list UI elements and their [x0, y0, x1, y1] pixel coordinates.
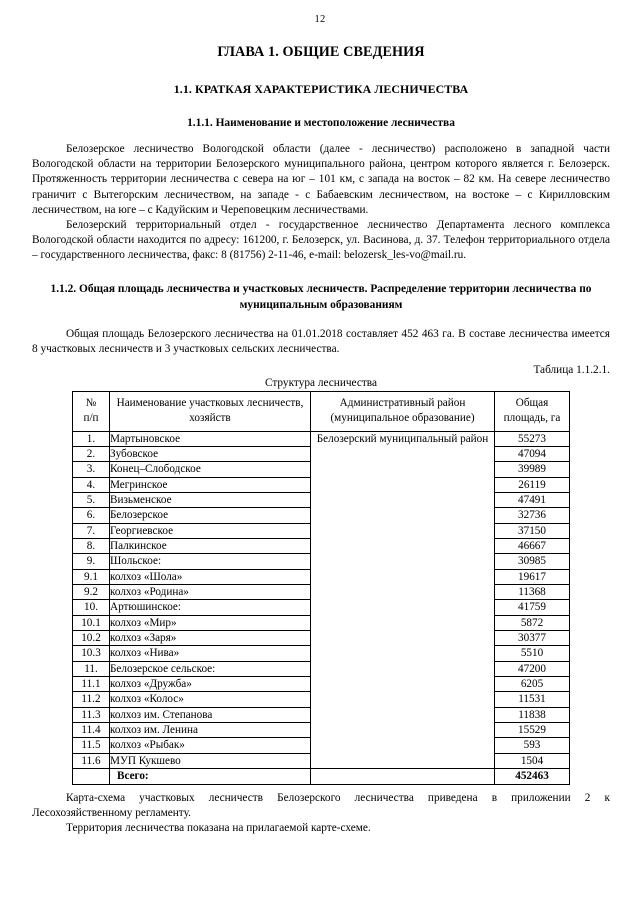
cell-total-area: 593 [495, 738, 570, 753]
closing-paragraphs [32, 791, 610, 837]
cell-total-region [311, 769, 495, 785]
cell-row-number: 7. [73, 523, 110, 538]
cell-total-area: 55273 [495, 431, 570, 446]
cell-row-number: 11.5 [73, 738, 110, 753]
table-row [73, 431, 570, 446]
cell-row-number: 8. [73, 539, 110, 554]
cell-row-number: 11. [73, 661, 110, 676]
cell-total-area: 1504 [495, 753, 570, 768]
paragraph-territorial-office: Белозерский территориальный отдел - государственное лесничество Департамента лесного комплекса Вологодской области находится по адресу: 161200, г. Белозерск, ул. Васинова, д. 37. Телефон территориального отдела – государственного лесничества, факс: 8 (81756) 2-11-46, e-mail: belozersk_les-vo@mail.ru. [32, 218, 610, 262]
cell-total-area: 47491 [495, 493, 570, 508]
cell-total-area: 30985 [495, 554, 570, 569]
cell-forestry-name: колхоз «Мир» [110, 615, 311, 630]
table-caption: Структура лесничества [264, 377, 378, 390]
cell-total-area: 46667 [495, 539, 570, 554]
cell-total-area: 39989 [495, 462, 570, 477]
cell-total-area: 37150 [495, 523, 570, 538]
table-header [73, 392, 570, 432]
cell-total-area: 11531 [495, 692, 570, 707]
cell-total-label: Всего: [110, 769, 311, 785]
cell-forestry-name: Зубовское [110, 447, 311, 462]
cell-forestry-name: колхоз «Родина» [110, 585, 311, 600]
subsection-title-1-1-1: 1.1.1. Наименование и местоположение лесничества [187, 117, 455, 129]
cell-total-area: 11838 [495, 707, 570, 722]
cell-forestry-name: Мартыновское [110, 431, 311, 446]
cell-total-area: 11368 [495, 585, 570, 600]
cell-total-area: 6205 [495, 677, 570, 692]
cell-forestry-name: Белозерское сельское: [110, 661, 311, 676]
table-header-row [73, 392, 570, 432]
cell-row-number: 3. [73, 462, 110, 477]
column-header-name: Наименование участковых лесничеств, хозяйств [110, 392, 311, 432]
cell-forestry-name: Палкинское [110, 539, 311, 554]
cell-row-number: 4. [73, 477, 110, 492]
cell-forestry-name: МУП Кукшево [110, 753, 311, 768]
cell-total-area-value: 452463 [495, 769, 570, 785]
column-header-number-line1: № [85, 397, 97, 410]
cell-administrative-region: Белозерский муниципальный район [311, 431, 495, 768]
cell-forestry-name: колхоз им. Ленина [110, 723, 311, 738]
cell-total-area: 30377 [495, 631, 570, 646]
column-header-area: Общая площадь, га [495, 392, 570, 432]
cell-row-number: 10.1 [73, 615, 110, 630]
cell-total-row-number [73, 769, 110, 785]
cell-row-number: 2. [73, 447, 110, 462]
chapter-title: ГЛАВА 1. ОБЩИЕ СВЕДЕНИЯ [217, 44, 425, 60]
cell-row-number: 9. [73, 554, 110, 569]
table-body [73, 431, 570, 784]
cell-forestry-name: колхоз «Рыбак» [110, 738, 311, 753]
column-header-number-line2: п/п [83, 412, 99, 425]
cell-forestry-name: колхоз «Шола» [110, 569, 311, 584]
paragraph-location: Белозерское лесничество Вологодской области (далее - лесничество) расположено в западной части Вологодской области на территории Белозерского муниципального района, центром которого является г. Белозерск. Протяженность территории лесничества с севера на юг – 101 км, с запада на восток – 82 км. На севере лесничество граничит с Вытегорским лесничеством, на западе - с Бабаевским лесничеством, на востоке – с Кирилловским лесничеством, на юге – с Кадуйским и Череповецким лесничествами. [32, 143, 610, 216]
cell-total-area: 5510 [495, 646, 570, 661]
cell-row-number: 9.1 [73, 569, 110, 584]
cell-forestry-name: колхоз «Колос» [110, 692, 311, 707]
cell-forestry-name: колхоз «Заря» [110, 631, 311, 646]
cell-forestry-name: Визьменское [110, 493, 311, 508]
cell-forestry-name: Белозерское [110, 508, 311, 523]
cell-total-area: 26119 [495, 477, 570, 492]
paragraph-territory-map: Территория лесничества показана на прилагаемой карте-схеме. [66, 822, 371, 835]
cell-forestry-name: Шольское: [110, 554, 311, 569]
subsection-title-1-1-2: 1.1.2. Общая площадь лесничества и участковых лесничеств. Распределение территории лесничества по муниципальным образованиям [50, 282, 592, 311]
cell-total-area: 47200 [495, 661, 570, 676]
cell-total-area: 32736 [495, 508, 570, 523]
column-header-number [73, 392, 110, 432]
cell-row-number: 10.3 [73, 646, 110, 661]
page-number: 12 [314, 14, 326, 25]
cell-row-number: 11.2 [73, 692, 110, 707]
cell-forestry-name: Конец–Слободское [110, 462, 311, 477]
forestry-structure-table [72, 391, 570, 785]
cell-forestry-name: колхоз «Дружба» [110, 677, 311, 692]
column-header-region: Административный район (муниципальное образование) [311, 392, 495, 432]
cell-forestry-name: Мегринское [110, 477, 311, 492]
cell-row-number: 5. [73, 493, 110, 508]
cell-total-area: 41759 [495, 600, 570, 615]
cell-row-number: 10.2 [73, 631, 110, 646]
table-number-label: Таблица 1.1.2.1. [533, 364, 610, 377]
cell-row-number: 1. [73, 431, 110, 446]
paragraph-total-area: Общая площадь Белозерского лесничества на 01.01.2018 составляет 452 463 га. В составе лесничества имеется 8 участковых лесничеств и 3 участковых сельских лесничества. [32, 327, 610, 356]
cell-row-number: 10. [73, 600, 110, 615]
cell-total-area: 5872 [495, 615, 570, 630]
cell-total-area: 15529 [495, 723, 570, 738]
paragraph-map-scheme: Карта-схема участковых лесничеств Белозерского лесничества приведена в приложении 2 к Лесохозяйственному регламенту. [32, 792, 610, 820]
cell-row-number: 11.3 [73, 707, 110, 722]
cell-forestry-name: Георгиевское [110, 523, 311, 538]
table-total-row [73, 769, 570, 785]
page-content [32, 44, 610, 837]
cell-forestry-name: колхоз им. Степанова [110, 707, 311, 722]
cell-total-area: 47094 [495, 447, 570, 462]
cell-row-number: 11.6 [73, 753, 110, 768]
document-page [0, 14, 640, 919]
cell-forestry-name: колхоз «Нива» [110, 646, 311, 661]
section-title: 1.1. КРАТКАЯ ХАРАКТЕРИСТИКА ЛЕСНИЧЕСТВА [173, 82, 469, 96]
cell-row-number: 9.2 [73, 585, 110, 600]
cell-row-number: 11.4 [73, 723, 110, 738]
cell-row-number: 6. [73, 508, 110, 523]
cell-row-number: 11.1 [73, 677, 110, 692]
cell-total-area: 19617 [495, 569, 570, 584]
cell-forestry-name: Артюшинское: [110, 600, 311, 615]
